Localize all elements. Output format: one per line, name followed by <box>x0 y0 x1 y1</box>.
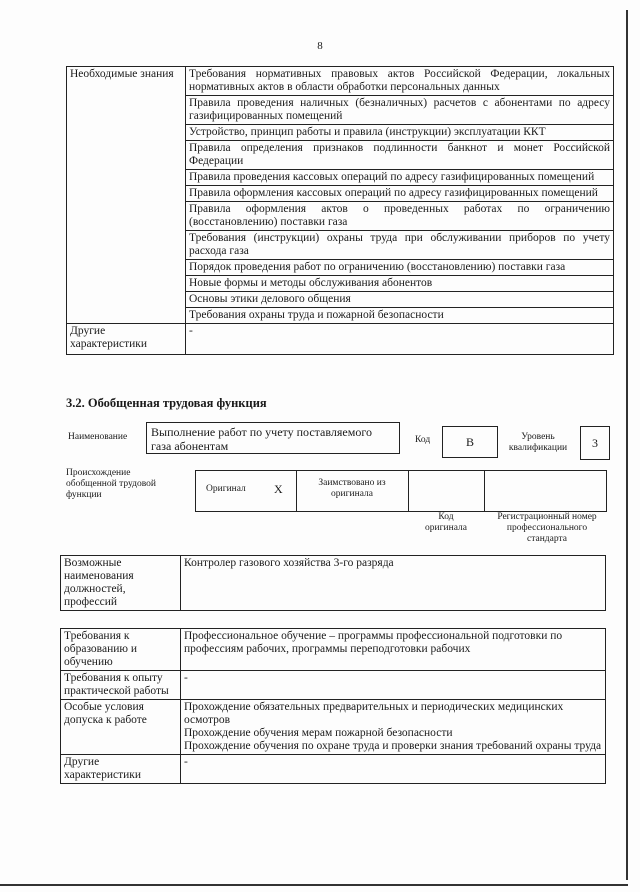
qualification-level-value: 3 <box>580 426 610 460</box>
education-label: Требования к образованию и обучению <box>61 629 181 671</box>
original-label: Оригинал <box>206 484 246 494</box>
knowledge-item: Требования нормативных правовых актов Российской Федерации, локальных нормативных актов в области обработки персональных данных <box>186 67 614 96</box>
origin-divider <box>484 470 485 511</box>
other-characteristics-label: Другие характеристики <box>61 755 181 784</box>
origin-label: Происхождение обобщенной трудовой функции <box>66 468 156 500</box>
other-line: - <box>184 756 188 768</box>
job-titles-table <box>60 555 606 611</box>
knowledge-item: Требования охраны труда и пожарной безопасности <box>186 308 614 324</box>
experience-line: - <box>184 672 188 684</box>
knowledge-item: Требования (инструкции) охраны труда при обслуживании приборов по учету расхода газа <box>186 231 614 260</box>
name-label: Наименование <box>68 432 128 442</box>
other-characteristics-value: - <box>186 324 614 355</box>
knowledge-table <box>66 66 614 355</box>
origin-divider <box>296 470 297 511</box>
job-titles-label: Возможные наименования должностей, профессий <box>61 556 181 611</box>
code-label: Код <box>415 435 431 445</box>
registration-number-label: Регистрационный номер профессионального стандарта <box>497 512 597 544</box>
admission-conditions-value <box>181 700 606 755</box>
section-title: 3.2. Обобщенная трудовая функция <box>66 396 267 410</box>
code-value: B <box>442 426 498 458</box>
admission-line: Прохождение обязательных предварительных и периодических медицинских осмотров <box>184 701 564 726</box>
knowledge-item: Правила определения признаков подлинности банкнот и монет Российской Федерации <box>186 141 614 170</box>
knowledge-item: Правила проведения наличных (безналичных) расчетов с абонентами по адресу газифицированных помещений <box>186 96 614 125</box>
admission-line: Прохождение обучения мерам пожарной безопасности <box>184 727 453 739</box>
code-original-label: Код оригинала <box>425 512 467 533</box>
original-mark: X <box>274 482 283 496</box>
job-titles-value: Контролер газового хозяйства 3-го разряда <box>181 556 606 611</box>
experience-value <box>181 671 606 700</box>
requirements-table <box>60 628 606 784</box>
knowledge-item: Устройство, принцип работы и правила (инструкции) эксплуатации ККТ <box>186 125 614 141</box>
knowledge-item: Новые формы и методы обслуживания абонентов <box>186 276 614 292</box>
other-characteristics-label: Другие характеристики <box>67 324 186 355</box>
page-number: 8 <box>317 40 323 52</box>
knowledge-item: Основы этики делового общения <box>186 292 614 308</box>
borrowed-label: Заимствовано из оригинала <box>318 478 386 499</box>
other-characteristics-value <box>181 755 606 784</box>
admission-line: Прохождение обучения по охране труда и проверки знания требований охраны труда <box>184 740 602 752</box>
education-line: Профессиональное обучение – программы профессиональной подготовки по профессиям рабочих, программы переподготовки рабочих <box>184 630 563 655</box>
admission-conditions-label: Особые условия допуска к работе <box>61 700 181 755</box>
scan-edge <box>626 10 628 880</box>
origin-divider <box>408 470 409 511</box>
qualification-level-label: Уровень квалификации <box>508 432 568 453</box>
knowledge-item: Правила оформления кассовых операций по адресу газифицированных помещений <box>186 186 614 202</box>
function-name-value: Выполнение работ по учету поставляемого газа абонентам <box>146 422 400 454</box>
knowledge-label: Необходимые знания <box>67 67 186 324</box>
knowledge-item: Порядок проведения работ по ограничению (восстановлению) поставки газа <box>186 260 614 276</box>
education-value <box>181 629 606 671</box>
knowledge-item: Правила проведения кассовых операций по адресу газифицированных помещений <box>186 170 614 186</box>
knowledge-item: Правила оформления актов о проведенных работах по ограничению (восстановлению) поставки газа <box>186 202 614 231</box>
scan-edge <box>0 884 628 886</box>
experience-label: Требования к опыту практической работы <box>61 671 181 700</box>
